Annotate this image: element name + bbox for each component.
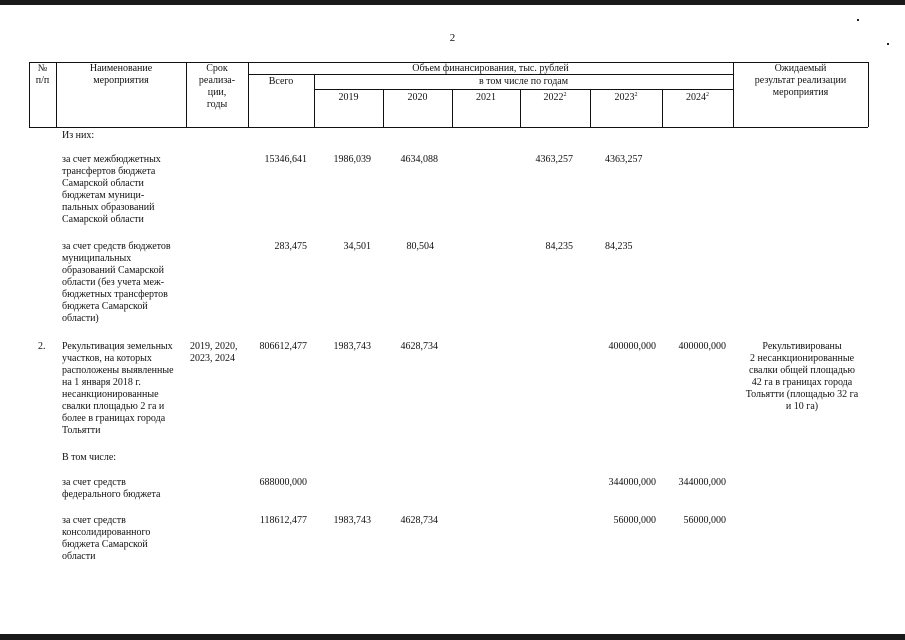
scan-border-top xyxy=(0,0,905,5)
header-total: Всего xyxy=(268,76,294,87)
cell-term: 2019, 2020, 2023, 2024 xyxy=(190,341,238,364)
cell-2019: 1986,039 xyxy=(333,154,371,165)
cell-total: 118612,477 xyxy=(259,515,307,526)
cell-2023: 56000,000 xyxy=(613,515,656,526)
row-label: за счет средств бюджетов муниципальных образований Самарской области (без учета меж- бюджетных трансфертов бюджета Самарской области) xyxy=(62,241,171,324)
cell-2024: 56000,000 xyxy=(683,515,726,526)
cell-2022: 84,235 xyxy=(545,241,573,252)
header-result: Ожидаемый результат реализации мероприятия xyxy=(754,63,847,98)
cell-2024: 400000,000 xyxy=(678,341,726,352)
header-year-2021: 2021 xyxy=(476,92,496,103)
header-term: Срок реализа- ции, годы xyxy=(198,63,236,110)
cell-2020: 4628,734 xyxy=(400,515,438,526)
cell-2019: 1983,743 xyxy=(333,515,371,526)
cell-2023: 344000,000 xyxy=(608,477,656,488)
header-year-2024: 2024$^2$ xyxy=(686,92,709,103)
scan-border-bottom xyxy=(0,634,905,640)
row-label: за счет средств консолидированного бюджета Самарской области xyxy=(62,515,151,562)
row-label: Рекультивация земельных участков, на которых расположены выявленные на 1 января 2018 г. несанкционированные свалки площадью 2 га и более в границах города Тольятти xyxy=(62,341,174,436)
cell-total: 806612,477 xyxy=(259,341,307,352)
cell-2023: 4363,257 xyxy=(605,154,643,165)
header-year-2023: 2023$^2$ xyxy=(614,92,638,103)
cell-2024: 344000,000 xyxy=(678,477,726,488)
cell-2022: 4363,257 xyxy=(535,154,573,165)
cell-2020: 4628,734 xyxy=(400,341,438,352)
page-number: 2 xyxy=(449,32,456,44)
header-number: № п/п xyxy=(35,63,50,86)
row-label: В том числе: xyxy=(62,452,117,463)
cell-2019: 1983,743 xyxy=(333,341,371,352)
row-label: за счет средств федерального бюджета xyxy=(62,477,161,500)
header-year-2020: 2020 xyxy=(407,92,428,103)
row-label: за счет межбюджетных трансфертов бюджета Самарской области бюджетам муници- пальных образований Самарской области xyxy=(62,154,161,225)
row-label: Из них: xyxy=(62,130,95,141)
cell-2019: 34,501 xyxy=(343,241,371,252)
cell-total: 15346,641 xyxy=(264,154,307,165)
scan-speck xyxy=(857,19,859,21)
cell-result: Рекультивированы 2 несанкционированные свалки общей площадью 42 га в границах города Тольятти (площадью 32 га и 10 га) xyxy=(745,341,859,412)
header-funding: Объем финансирования, тыс. рублей xyxy=(412,63,569,74)
cell-total: 283,475 xyxy=(274,241,307,252)
cell-2020: 4634,088 xyxy=(400,154,438,165)
header-by-years: в том числе по годам xyxy=(478,76,569,87)
row-number: 2. xyxy=(38,341,46,352)
cell-2020: 80,504 xyxy=(406,241,434,252)
cell-2023: 84,235 xyxy=(605,241,633,252)
header-year-2019: 2019 xyxy=(338,92,359,103)
header-name: Наименование мероприятия xyxy=(89,63,153,86)
cell-2023: 400000,000 xyxy=(608,341,656,352)
header-year-2022: 2022$^2$ xyxy=(543,92,567,103)
cell-total: 688000,000 xyxy=(259,477,307,488)
